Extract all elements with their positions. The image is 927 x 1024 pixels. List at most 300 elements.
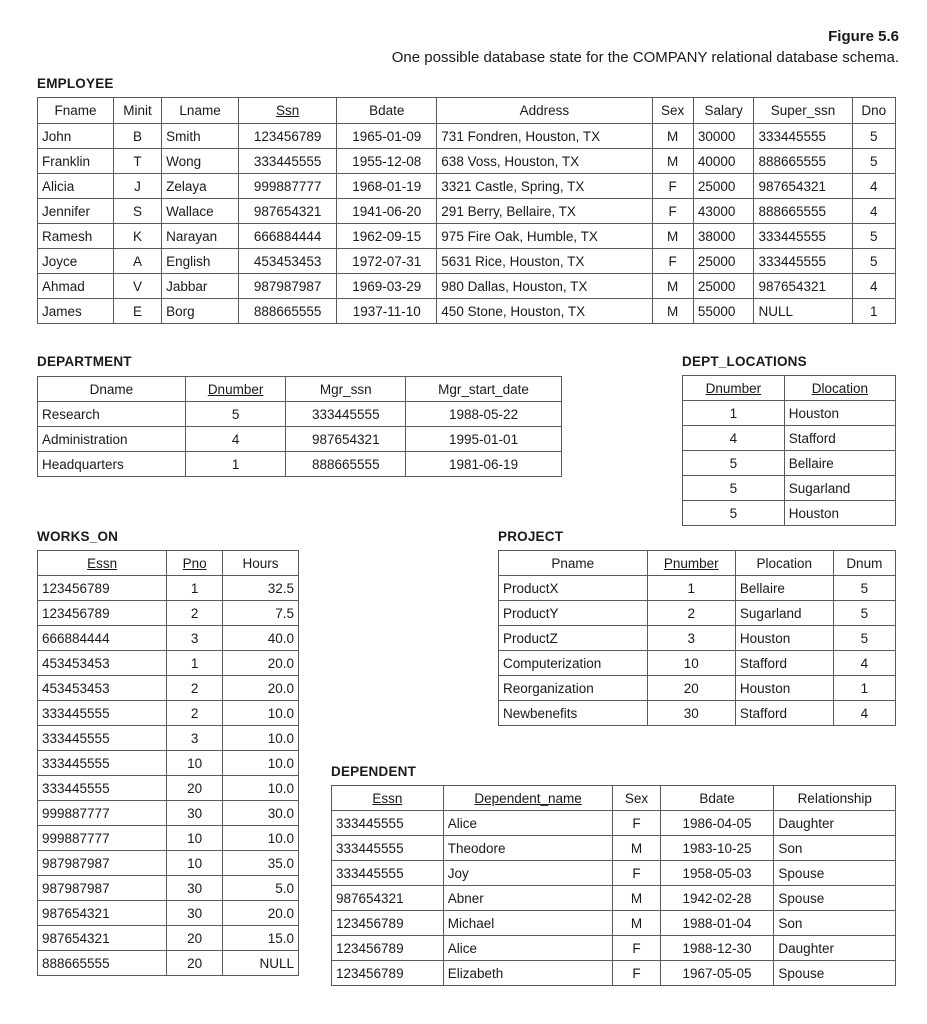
works-on-column-header xyxy=(38,551,167,576)
employee-cell: 1965-01-09 xyxy=(337,124,437,149)
dependent-cell: Alice xyxy=(443,811,613,836)
project-cell: 2 xyxy=(647,601,735,626)
project-cell: Sugarland xyxy=(735,601,833,626)
project-cell: 5 xyxy=(833,626,895,651)
employee-row xyxy=(38,224,896,249)
employee-table-title: EMPLOYEE xyxy=(37,76,114,91)
works-on-cell: 20 xyxy=(167,776,223,801)
works-on-cell: 453453453 xyxy=(38,676,167,701)
works-on-cell: 35.0 xyxy=(223,851,299,876)
employee-cell: 987987987 xyxy=(239,274,337,299)
dependent-cell: Alice xyxy=(443,936,613,961)
employee-column-label: Minit xyxy=(123,103,152,118)
dependent-column-header xyxy=(774,786,896,811)
works-on-cell: 20 xyxy=(167,951,223,976)
dependent-cell: 987654321 xyxy=(332,886,444,911)
dependent-row xyxy=(332,811,896,836)
works-on-row xyxy=(38,576,299,601)
employee-cell: E xyxy=(114,299,162,324)
works-on-row xyxy=(38,951,299,976)
dependent-table xyxy=(331,785,896,986)
project-column-header xyxy=(499,551,648,576)
employee-cell: 25000 xyxy=(693,174,754,199)
dependent-column-label: Dependent_name xyxy=(474,790,582,806)
employee-cell: 1941-06-20 xyxy=(337,199,437,224)
dept-locations-cell: 1 xyxy=(683,401,785,426)
employee-cell: T xyxy=(114,149,162,174)
project-cell: 20 xyxy=(647,676,735,701)
employee-cell: 291 Berry, Bellaire, TX xyxy=(437,199,652,224)
department-row xyxy=(38,402,562,427)
employee-cell: Ahmad xyxy=(38,274,114,299)
employee-row xyxy=(38,274,896,299)
dependent-cell: Daughter xyxy=(774,811,896,836)
department-cell: Administration xyxy=(38,427,186,452)
employee-cell: 4 xyxy=(852,274,895,299)
department-cell: 5 xyxy=(185,402,286,427)
employee-cell: 888665555 xyxy=(754,199,852,224)
works-on-cell: 1 xyxy=(167,576,223,601)
works-on-row xyxy=(38,776,299,801)
project-cell: Reorganization xyxy=(499,676,648,701)
works-on-column-header xyxy=(223,551,299,576)
employee-cell: 980 Dallas, Houston, TX xyxy=(437,274,652,299)
works-on-cell: 20.0 xyxy=(223,651,299,676)
employee-cell: 38000 xyxy=(693,224,754,249)
project-cell: ProductY xyxy=(499,601,648,626)
dependent-cell: 1988-12-30 xyxy=(660,936,774,961)
employee-cell: Wong xyxy=(162,149,239,174)
employee-column-header xyxy=(337,98,437,124)
works-on-cell: 333445555 xyxy=(38,701,167,726)
dependent-column-label: Bdate xyxy=(699,790,735,806)
project-row xyxy=(499,676,896,701)
works-on-cell: 20.0 xyxy=(223,676,299,701)
employee-cell: M xyxy=(652,124,693,149)
employee-row xyxy=(38,149,896,174)
department-cell: 1 xyxy=(185,452,286,477)
project-column-header xyxy=(833,551,895,576)
project-row xyxy=(499,576,896,601)
works-on-cell: 40.0 xyxy=(223,626,299,651)
works-on-cell: 2 xyxy=(167,701,223,726)
employee-cell: 25000 xyxy=(693,249,754,274)
employee-column-label: Bdate xyxy=(369,103,405,118)
department-cell: 1988-05-22 xyxy=(406,402,562,427)
dept-locations-cell: 5 xyxy=(683,476,785,501)
dependent-cell: 1967-05-05 xyxy=(660,961,774,986)
works-on-cell: 2 xyxy=(167,601,223,626)
dependent-cell: 123456789 xyxy=(332,911,444,936)
dept-locations-row xyxy=(683,501,896,526)
works-on-row xyxy=(38,876,299,901)
department-row xyxy=(38,452,562,477)
employee-column-header xyxy=(162,98,239,124)
employee-cell: A xyxy=(114,249,162,274)
works-on-table-title: WORKS_ON xyxy=(37,529,119,544)
project-cell: 1 xyxy=(833,676,895,701)
works-on-row xyxy=(38,801,299,826)
employee-cell: B xyxy=(114,124,162,149)
dependent-cell: F xyxy=(613,811,660,836)
employee-cell: F xyxy=(652,199,693,224)
works-on-row xyxy=(38,601,299,626)
dependent-cell: 123456789 xyxy=(332,961,444,986)
employee-cell: 1955-12-08 xyxy=(337,149,437,174)
employee-cell: 666884444 xyxy=(239,224,337,249)
dependent-column-label: Sex xyxy=(624,790,649,806)
department-cell: 987654321 xyxy=(286,427,406,452)
works-on-cell: 32.5 xyxy=(223,576,299,601)
works-on-row xyxy=(38,826,299,851)
dept-locations-header-row xyxy=(683,376,896,401)
dept-locations-cell: Houston xyxy=(784,501,895,526)
employee-row xyxy=(38,174,896,199)
works-on-column-label: Hours xyxy=(242,555,279,571)
project-cell: 5 xyxy=(833,576,895,601)
dependent-cell: 1942-02-28 xyxy=(660,886,774,911)
project-cell: Houston xyxy=(735,676,833,701)
employee-cell: 43000 xyxy=(693,199,754,224)
works-on-cell: 987987987 xyxy=(38,851,167,876)
employee-cell: 3321 Castle, Spring, TX xyxy=(437,174,652,199)
employee-cell: M xyxy=(652,299,693,324)
project-cell: ProductX xyxy=(499,576,648,601)
employee-cell: James xyxy=(38,299,114,324)
dependent-cell: Spouse xyxy=(774,886,896,911)
employee-cell: 888665555 xyxy=(239,299,337,324)
works-on-cell: 10.0 xyxy=(223,776,299,801)
works-on-cell: 888665555 xyxy=(38,951,167,976)
department-cell: 888665555 xyxy=(286,452,406,477)
dependent-cell: 333445555 xyxy=(332,836,444,861)
dept-locations-cell: 5 xyxy=(683,501,785,526)
project-column-label: Pname xyxy=(551,555,595,571)
works-on-cell: 30.0 xyxy=(223,801,299,826)
dependent-cell: 123456789 xyxy=(332,936,444,961)
employee-column-header xyxy=(652,98,693,124)
dependent-cell: 1958-05-03 xyxy=(660,861,774,886)
department-cell: Research xyxy=(38,402,186,427)
employee-cell: 5 xyxy=(852,149,895,174)
employee-column-header xyxy=(754,98,852,124)
project-cell: 3 xyxy=(647,626,735,651)
employee-cell: J xyxy=(114,174,162,199)
dependent-cell: Daughter xyxy=(774,936,896,961)
dependent-cell: Spouse xyxy=(774,961,896,986)
dependent-cell: Elizabeth xyxy=(443,961,613,986)
dependent-row xyxy=(332,886,896,911)
works-on-cell: 987654321 xyxy=(38,926,167,951)
dept-locations-cell: Houston xyxy=(784,401,895,426)
dependent-cell: Theodore xyxy=(443,836,613,861)
employee-cell: 4 xyxy=(852,174,895,199)
employee-row xyxy=(38,299,896,324)
department-column-label: Mgr_start_date xyxy=(438,381,529,397)
project-column-header xyxy=(735,551,833,576)
dependent-row xyxy=(332,961,896,986)
dept-locations-row xyxy=(683,426,896,451)
dept-locations-column-label: Dlocation xyxy=(811,380,868,396)
employee-cell: 55000 xyxy=(693,299,754,324)
dependent-column-header xyxy=(332,786,444,811)
employee-cell: Ramesh xyxy=(38,224,114,249)
employee-cell: 5 xyxy=(852,249,895,274)
works-on-cell: 10 xyxy=(167,826,223,851)
dependent-header-row xyxy=(332,786,896,811)
works-on-cell: 987654321 xyxy=(38,901,167,926)
employee-cell: Alicia xyxy=(38,174,114,199)
department-cell: Headquarters xyxy=(38,452,186,477)
department-column-label: Dname xyxy=(89,381,134,397)
employee-column-label: Fname xyxy=(54,103,97,118)
employee-column-header xyxy=(693,98,754,124)
dept-locations-row xyxy=(683,401,896,426)
works-on-cell: 3 xyxy=(167,726,223,751)
dependent-cell: 333445555 xyxy=(332,811,444,836)
employee-column-label: Address xyxy=(519,103,570,118)
employee-cell: Narayan xyxy=(162,224,239,249)
works-on-cell: 30 xyxy=(167,876,223,901)
dependent-cell: M xyxy=(613,911,660,936)
employee-cell: M xyxy=(652,224,693,249)
employee-cell: Wallace xyxy=(162,199,239,224)
employee-table xyxy=(37,97,896,324)
department-header-row xyxy=(38,377,562,402)
works-on-table xyxy=(37,550,299,976)
employee-cell: 333445555 xyxy=(754,224,852,249)
works-on-cell: 1 xyxy=(167,651,223,676)
employee-header-row xyxy=(38,98,896,124)
employee-cell: F xyxy=(652,249,693,274)
works-on-cell: 123456789 xyxy=(38,576,167,601)
employee-cell: Zelaya xyxy=(162,174,239,199)
dependent-row xyxy=(332,836,896,861)
project-header-row xyxy=(499,551,896,576)
dept-locations-cell: Bellaire xyxy=(784,451,895,476)
employee-column-header xyxy=(852,98,895,124)
employee-cell: M xyxy=(652,274,693,299)
dept-locations-cell: 5 xyxy=(683,451,785,476)
employee-cell: Smith xyxy=(162,124,239,149)
employee-cell: 1972-07-31 xyxy=(337,249,437,274)
works-on-cell: 10.0 xyxy=(223,826,299,851)
dependent-column-label: Essn xyxy=(372,790,403,806)
dependent-cell: 1986-04-05 xyxy=(660,811,774,836)
works-on-cell: 999887777 xyxy=(38,801,167,826)
employee-cell: 4 xyxy=(852,199,895,224)
dept-locations-table-title: DEPT_LOCATIONS xyxy=(682,354,807,369)
dependent-cell: M xyxy=(613,836,660,861)
works-on-cell: 5.0 xyxy=(223,876,299,901)
dependent-cell: Son xyxy=(774,911,896,936)
works-on-column-label: Pno xyxy=(182,555,207,571)
dept-locations-row xyxy=(683,476,896,501)
employee-cell: K xyxy=(114,224,162,249)
employee-cell: 638 Voss, Houston, TX xyxy=(437,149,652,174)
employee-cell: 987654321 xyxy=(754,274,852,299)
works-on-cell: 123456789 xyxy=(38,601,167,626)
employee-cell: Jabbar xyxy=(162,274,239,299)
project-row xyxy=(499,701,896,726)
employee-cell: Joyce xyxy=(38,249,114,274)
works-on-row xyxy=(38,651,299,676)
employee-row xyxy=(38,124,896,149)
works-on-cell: 987987987 xyxy=(38,876,167,901)
project-cell: Bellaire xyxy=(735,576,833,601)
employee-cell: Borg xyxy=(162,299,239,324)
department-column-label: Mgr_ssn xyxy=(319,381,372,397)
employee-cell: 5 xyxy=(852,224,895,249)
dependent-column-header xyxy=(613,786,660,811)
dependent-cell: F xyxy=(613,961,660,986)
employee-cell: 123456789 xyxy=(239,124,337,149)
works-on-cell: 333445555 xyxy=(38,726,167,751)
employee-cell: Jennifer xyxy=(38,199,114,224)
dependent-row xyxy=(332,861,896,886)
employee-cell: NULL xyxy=(754,299,852,324)
works-on-row xyxy=(38,751,299,776)
project-cell: Computerization xyxy=(499,651,648,676)
project-cell: Newbenefits xyxy=(499,701,648,726)
project-column-label: Pnumber xyxy=(663,555,719,571)
employee-column-label: Sex xyxy=(661,103,685,118)
dependent-cell: F xyxy=(613,936,660,961)
employee-cell: 333445555 xyxy=(754,124,852,149)
works-on-cell: 30 xyxy=(167,901,223,926)
works-on-column-label: Essn xyxy=(87,555,118,571)
dependent-cell: F xyxy=(613,861,660,886)
dependent-table-title: DEPENDENT xyxy=(331,764,417,779)
works-on-cell: 666884444 xyxy=(38,626,167,651)
figure-label: Figure 5.6 xyxy=(828,28,899,45)
dependent-cell: Michael xyxy=(443,911,613,936)
works-on-cell: 30 xyxy=(167,801,223,826)
works-on-cell: 10.0 xyxy=(223,701,299,726)
employee-cell: M xyxy=(652,149,693,174)
dependent-row xyxy=(332,936,896,961)
department-column-header xyxy=(286,377,406,402)
employee-cell: 999887777 xyxy=(239,174,337,199)
works-on-header-row xyxy=(38,551,299,576)
works-on-row xyxy=(38,676,299,701)
dept-locations-column-header xyxy=(784,376,895,401)
works-on-row xyxy=(38,701,299,726)
project-cell: 4 xyxy=(833,701,895,726)
employee-cell: John xyxy=(38,124,114,149)
works-on-row xyxy=(38,726,299,751)
dependent-cell: M xyxy=(613,886,660,911)
works-on-cell: 15.0 xyxy=(223,926,299,951)
works-on-column-header xyxy=(167,551,223,576)
works-on-cell: 10.0 xyxy=(223,726,299,751)
employee-cell: 333445555 xyxy=(754,249,852,274)
project-row xyxy=(499,626,896,651)
employee-column-header xyxy=(114,98,162,124)
employee-column-header xyxy=(38,98,114,124)
dependent-cell: Joy xyxy=(443,861,613,886)
works-on-row xyxy=(38,851,299,876)
employee-cell: 987654321 xyxy=(239,199,337,224)
dependent-cell: 333445555 xyxy=(332,861,444,886)
employee-column-label: Super_ssn xyxy=(770,103,836,118)
works-on-cell: 333445555 xyxy=(38,776,167,801)
employee-cell: 5631 Rice, Houston, TX xyxy=(437,249,652,274)
dependent-cell: Spouse xyxy=(774,861,896,886)
employee-cell: 453453453 xyxy=(239,249,337,274)
department-column-header xyxy=(38,377,186,402)
department-cell: 1995-01-01 xyxy=(406,427,562,452)
employee-cell: 731 Fondren, Houston, TX xyxy=(437,124,652,149)
works-on-cell: 20 xyxy=(167,926,223,951)
employee-cell: 450 Stone, Houston, TX xyxy=(437,299,652,324)
dept-locations-cell: Sugarland xyxy=(784,476,895,501)
department-cell: 4 xyxy=(185,427,286,452)
project-cell: 10 xyxy=(647,651,735,676)
employee-column-label: Salary xyxy=(704,103,743,118)
dependent-cell: 1988-01-04 xyxy=(660,911,774,936)
works-on-cell: 2 xyxy=(167,676,223,701)
works-on-cell: 20.0 xyxy=(223,901,299,926)
project-table-title: PROJECT xyxy=(498,529,564,544)
project-table xyxy=(498,550,896,726)
employee-cell: 1968-01-19 xyxy=(337,174,437,199)
works-on-cell: 453453453 xyxy=(38,651,167,676)
employee-cell: 5 xyxy=(852,124,895,149)
works-on-cell: 10 xyxy=(167,751,223,776)
project-column-label: Dnum xyxy=(846,555,883,571)
department-cell: 333445555 xyxy=(286,402,406,427)
project-cell: ProductZ xyxy=(499,626,648,651)
employee-row xyxy=(38,199,896,224)
department-cell: 1981-06-19 xyxy=(406,452,562,477)
project-cell: 30 xyxy=(647,701,735,726)
dept-locations-cell: Stafford xyxy=(784,426,895,451)
works-on-cell: 3 xyxy=(167,626,223,651)
employee-cell: 333445555 xyxy=(239,149,337,174)
works-on-row xyxy=(38,626,299,651)
employee-cell: 30000 xyxy=(693,124,754,149)
employee-cell: V xyxy=(114,274,162,299)
dependent-column-header xyxy=(660,786,774,811)
works-on-row xyxy=(38,901,299,926)
department-column-header xyxy=(406,377,562,402)
employee-cell: F xyxy=(652,174,693,199)
project-cell: 5 xyxy=(833,601,895,626)
employee-cell: 1 xyxy=(852,299,895,324)
department-table-title: DEPARTMENT xyxy=(37,354,132,369)
employee-cell: 1937-11-10 xyxy=(337,299,437,324)
project-cell: Houston xyxy=(735,626,833,651)
department-column-label: Dnumber xyxy=(207,381,264,397)
dependent-column-header xyxy=(443,786,613,811)
employee-cell: Franklin xyxy=(38,149,114,174)
project-column-header xyxy=(647,551,735,576)
employee-cell: 888665555 xyxy=(754,149,852,174)
employee-row xyxy=(38,249,896,274)
dept-locations-column-label: Dnumber xyxy=(705,380,762,396)
employee-column-label: Ssn xyxy=(276,103,300,118)
dept-locations-row xyxy=(683,451,896,476)
dept-locations-column-header xyxy=(683,376,785,401)
employee-column-header xyxy=(437,98,652,124)
employee-column-label: Lname xyxy=(179,103,221,118)
employee-cell: 987654321 xyxy=(754,174,852,199)
project-cell: Stafford xyxy=(735,701,833,726)
works-on-cell: 10.0 xyxy=(223,751,299,776)
employee-column-header xyxy=(239,98,337,124)
project-row xyxy=(499,601,896,626)
